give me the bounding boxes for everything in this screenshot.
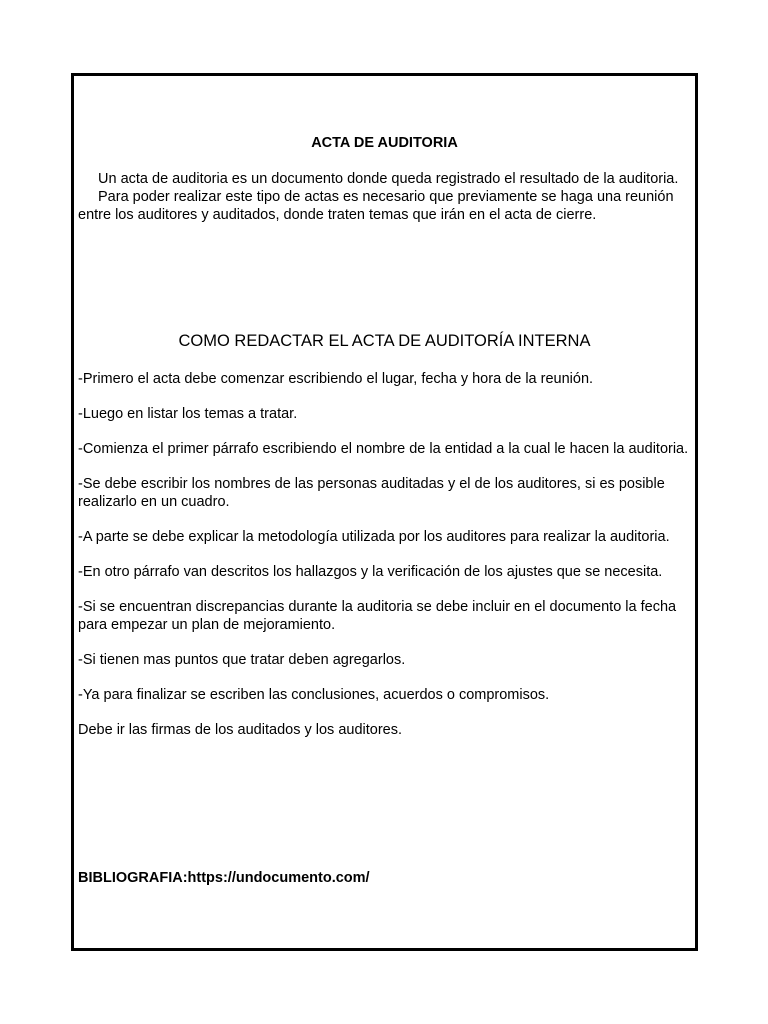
intro-paragraph: Un acta de auditoria es un documento donde queda registrado el resultado de la auditoria. bbox=[98, 171, 679, 187]
section-title: COMO REDACTAR EL ACTA DE AUDITORÍA INTERNA bbox=[178, 332, 591, 350]
list-item: -Se debe escribir los nombres de las personas auditadas y el de los auditores, si es posible realizarlo en un cuadro. bbox=[78, 476, 665, 510]
list-item: -En otro párrafo van descritos los hallazgos y la verificación de los ajustes que se necesita. bbox=[78, 564, 663, 580]
bibliography: BIBLIOGRAFIA:https://undocumento.com/ bbox=[78, 870, 370, 886]
list-item: -Si se encuentran discrepancias durante la auditoria se debe incluir en el documento la fecha para empezar un plan de mejoramiento. bbox=[78, 599, 677, 633]
list-item: -Primero el acta debe comenzar escribiendo el lugar, fecha y hora de la reunión. bbox=[78, 371, 594, 387]
list-item: -Luego en listar los temas a tratar. bbox=[78, 406, 298, 422]
intro-paragraph: Para poder realizar este tipo de actas es necesario que previamente se haga una reunión entre los auditores y auditados, donde traten temas que irán en el acta de cierre. bbox=[78, 189, 674, 223]
steps-list bbox=[78, 370, 691, 756]
list-item: Debe ir las firmas de los auditados y los auditores. bbox=[78, 722, 402, 738]
document-title: ACTA DE AUDITORIA bbox=[311, 135, 458, 151]
list-item: -Ya para finalizar se escriben las conclusiones, acuerdos o compromisos. bbox=[78, 687, 550, 703]
intro-section bbox=[78, 170, 691, 224]
list-item: -A parte se debe explicar la metodología utilizada por los auditores para realizar la auditoria. bbox=[78, 529, 670, 545]
document-frame bbox=[71, 73, 698, 951]
list-item: -Si tienen mas puntos que tratar deben agregarlos. bbox=[78, 652, 406, 668]
list-item: -Comienza el primer párrafo escribiendo el nombre de la entidad a la cual le hacen la auditoria. bbox=[78, 441, 689, 457]
